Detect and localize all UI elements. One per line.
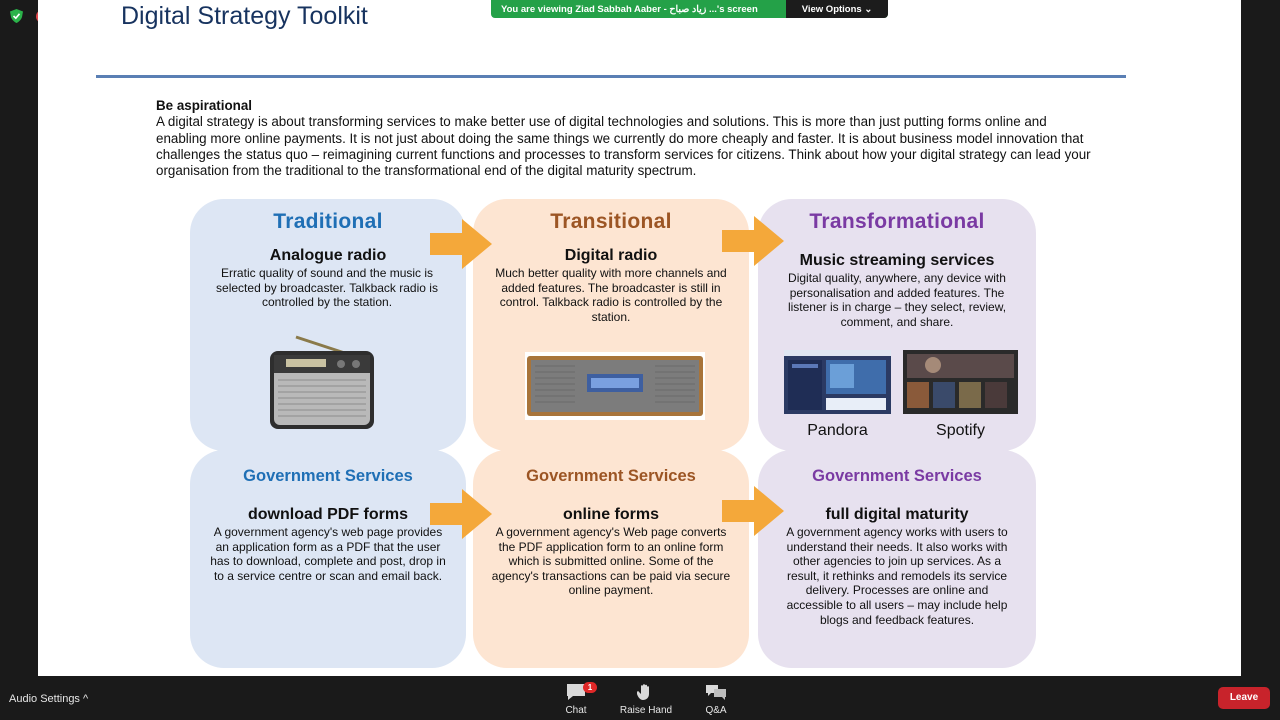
share-banner-text: You are viewing Ziad Sabbah Aaber - زياد صباح ...'s screen — [501, 3, 758, 15]
gov-description-full-maturity: A government agency works with users to understand their needs. It also works with other agencies to join up services. As a result, it rethinks and remodels its service delivery. Processes are online and accessible to all users – may include help blogs and feedback features. — [786, 525, 1008, 627]
qa-button[interactable] — [681, 680, 751, 720]
description-digital-radio: Much better quality with more channels and added features. The broadcaster is still in control. Talkback radio is controlled by the station. — [495, 266, 727, 324]
slide-title: Digital Strategy Toolkit — [121, 2, 368, 30]
leave-button[interactable]: Leave — [1218, 687, 1270, 709]
gov-title-traditional: Government Services — [243, 467, 413, 485]
panel-gov-transitional — [473, 450, 749, 668]
gov-subtitle-online-forms: online forms — [562, 506, 659, 523]
gov-title-transformational: Government Services — [812, 467, 982, 485]
arrow-right-icon — [722, 486, 784, 536]
view-options-label: View Options ⌄ — [801, 3, 873, 15]
raise-hand-label: Raise Hand — [619, 705, 673, 716]
column-title-transformational: Transformational — [809, 210, 985, 233]
hand-icon — [635, 683, 657, 701]
digital-radio-image — [525, 352, 705, 420]
shield-icon[interactable] — [10, 9, 23, 23]
audio-settings-button[interactable]: Audio Settings ^ — [9, 693, 89, 705]
qa-icon — [705, 683, 727, 701]
panel-traditional — [190, 199, 466, 451]
arrow-right-icon — [430, 489, 492, 539]
column-title-transitional: Transitional — [550, 210, 672, 233]
arrow-right-icon — [430, 219, 492, 269]
shared-slide — [38, 0, 1241, 676]
panel-gov-transformational — [758, 450, 1036, 668]
gov-subtitle-full-maturity: full digital maturity — [825, 506, 969, 523]
spotify-image — [903, 350, 1018, 414]
caption-pandora: Pandora — [807, 422, 868, 439]
qa-label: Q&A — [705, 705, 727, 716]
meeting-toolbar — [0, 676, 1280, 720]
caption-spotify: Spotify — [936, 422, 985, 439]
intro-text — [156, 98, 1096, 179]
title-divider — [96, 75, 1126, 78]
chat-button[interactable] — [541, 680, 611, 720]
gov-subtitle-pdf-forms: download PDF forms — [248, 506, 408, 523]
subtitle-digital-radio: Digital radio — [564, 247, 658, 264]
subtitle-analogue-radio: Analogue radio — [269, 247, 387, 264]
analogue-radio-image — [266, 335, 374, 430]
view-options-button[interactable] — [786, 0, 888, 18]
gov-description-online-forms: A government agency's Web page converts the PDF application form to an online form which is submitted online. Some of the agency's transactions can be paid via secure online payment. — [491, 525, 731, 598]
intro-body: A digital strategy is about transforming services to make better use of digital technologies and solutions. This is more than just putting forms online and enabling more online payments. It is not just about doing the same things we currently do more cheaply and faster. It is about business model innovation that challenges the status quo – reimagining current functions and processes to transform services for citizens. Think about how your digital strategy can lead your organisation from the traditional to the transformational end of the digital maturity spectrum. — [156, 114, 1091, 179]
screen-share-banner — [491, 0, 888, 18]
subtitle-music-streaming: Music streaming services — [799, 252, 995, 269]
panel-transformational — [758, 199, 1036, 451]
panel-transitional — [473, 199, 749, 451]
panel-gov-traditional — [190, 450, 466, 668]
gov-description-pdf-forms: A government agency's web page provides an application form as a PDF that the user has to download, complete and post, drop in to a service centre or scan and email back. — [210, 525, 446, 583]
column-title-traditional: Traditional — [273, 210, 383, 233]
chat-badge: 1 — [583, 682, 597, 693]
intro-heading: Be aspirational — [156, 98, 252, 113]
description-music-streaming: Digital quality, anywhere, any device with personalisation and added features. The listener is in charge – they select, review, comment, and share. — [787, 271, 1007, 329]
arrow-right-icon — [722, 216, 784, 266]
chat-label: Chat — [565, 705, 587, 716]
gov-title-transitional: Government Services — [526, 467, 696, 485]
pandora-image — [784, 350, 891, 414]
raise-hand-button[interactable] — [611, 680, 681, 720]
description-analogue-radio: Erratic quality of sound and the music is selected by broadcaster. Talkback radio is controlled by the station. — [216, 266, 438, 310]
